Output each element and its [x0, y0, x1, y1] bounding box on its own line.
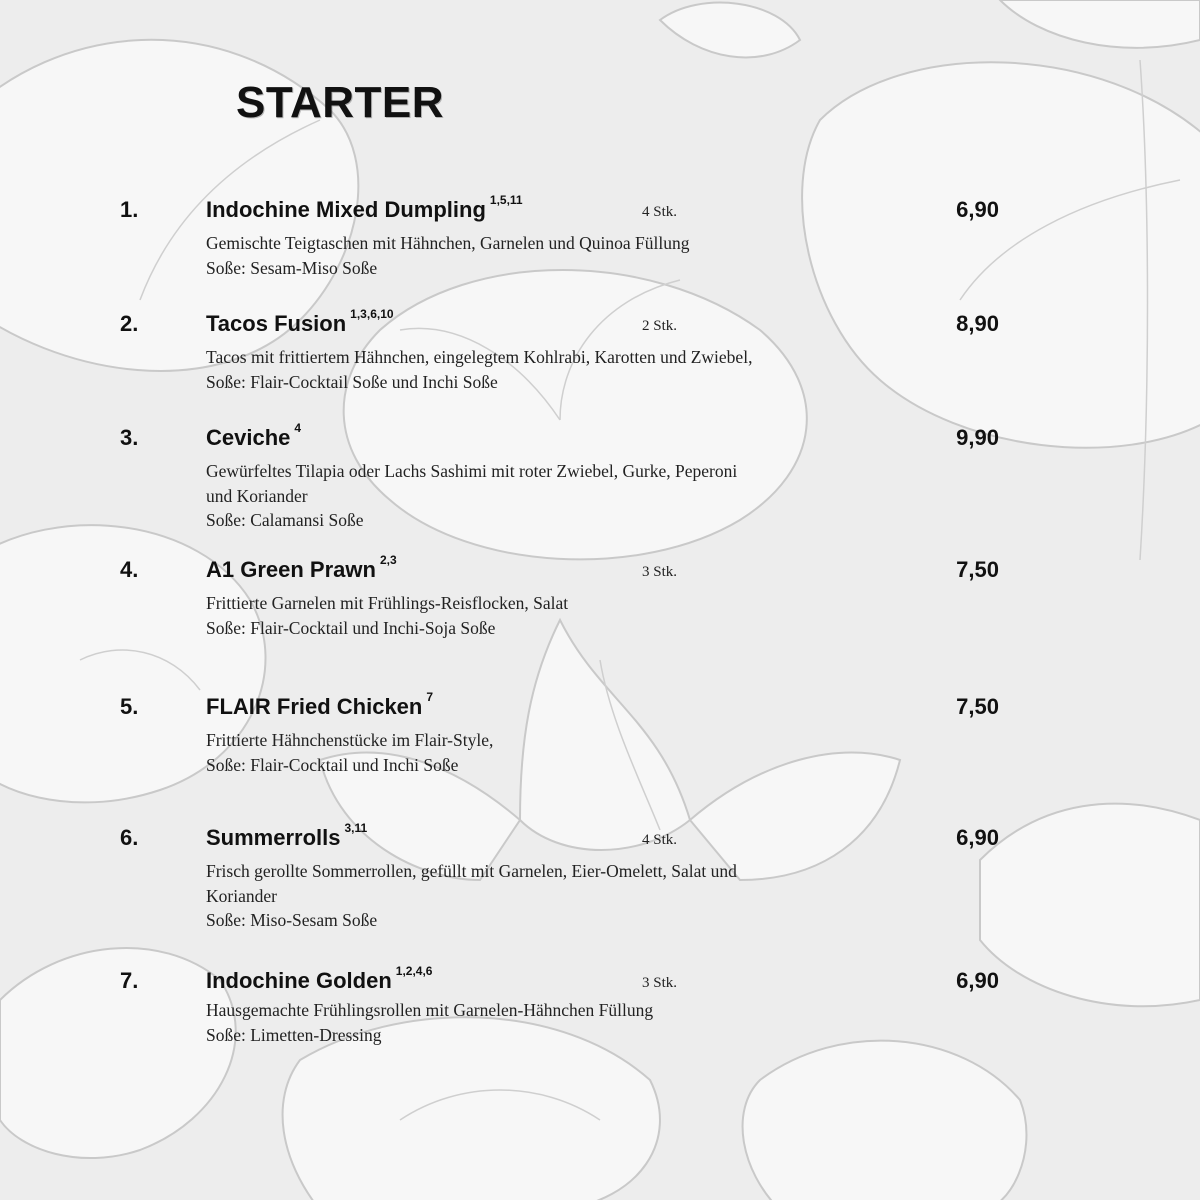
item-sauce: Soße: Calamansi Soße	[206, 510, 364, 530]
section-title: STARTER	[236, 78, 445, 127]
item-sauce: Soße: Sesam-Miso Soße	[206, 257, 378, 278]
item-quantity: 3 Stk.	[642, 564, 678, 580]
item-name: A1 Green Prawn $^{2,3}$	[206, 553, 397, 582]
item-sauce: Soße: Flair-Cocktail und Inchi-Soja Soße	[206, 617, 496, 638]
item-number: 6.	[120, 825, 139, 850]
item-description: Tacos mit frittiertem Hähnchen, eingelegtem Kohlrabi, Karotten und Zwiebel, Soße: Flair-Cocktail Soße und Inchi Soße	[206, 345, 846, 394]
allergen-codes: 4	[294, 421, 302, 435]
item-price: 7,50	[956, 694, 999, 719]
item-number: 2.	[120, 311, 139, 336]
item-sauce: Soße: Miso-Sesam Soße	[206, 910, 378, 930]
item-quantity: 3 Stk.	[642, 975, 678, 991]
item-description: Gemischte Teigtaschen mit Hähnchen, Garnelen und Quinoa Füllung Soße: Sesam-Miso Soße	[206, 231, 846, 280]
item-description: Frittierte Garnelen mit Frühlings-Reisflocken, Salat Soße: Flair-Cocktail und Inchi-Soja Soße	[206, 591, 846, 640]
item-price: 8,90	[956, 311, 999, 336]
item-description: Frisch gerollte Sommerrollen, gefüllt mit Garnelen, Eier-Omelett, Salat und Koriander Soße: Miso-Sesam Soße	[206, 859, 846, 933]
item-number: 4.	[120, 557, 139, 582]
item-number: 5.	[120, 694, 139, 719]
item-number: 3.	[120, 425, 139, 450]
allergen-codes: 1,5,11	[489, 193, 523, 207]
item-price: 9,90	[956, 425, 999, 450]
item-price: 6,90	[956, 197, 999, 222]
allergen-codes: 7	[426, 690, 434, 704]
item-description: Frittierte Hähnchenstücke im Flair-Style, Soße: Flair-Cocktail und Inchi Soße	[206, 728, 846, 777]
item-sauce: Soße: Flair-Cocktail und Inchi Soße	[206, 754, 459, 775]
item-number: 7.	[120, 968, 139, 993]
allergen-codes: 1,3,6,10	[350, 307, 394, 321]
item-name: Indochine Golden $^{1,2,4,6}$	[206, 964, 433, 993]
item-price: 6,90	[956, 968, 999, 993]
item-sauce: Soße: Limetten-Dressing	[206, 1024, 382, 1045]
item-name: Tacos Fusion $^{1,3,6,10}$	[206, 307, 394, 336]
item-sauce: Soße: Flair-Cocktail Soße und Inchi Soße	[206, 371, 498, 392]
item-description: Gewürfeltes Tilapia oder Lachs Sashimi mit roter Zwiebel, Gurke, Peperoni und Koriander Soße: Calamansi Soße	[206, 459, 846, 533]
item-name: FLAIR Fried Chicken $^7$	[206, 690, 434, 719]
allergen-codes: 2,3	[379, 553, 397, 567]
item-price: 7,50	[956, 557, 999, 582]
item-quantity: 4 Stk.	[642, 204, 678, 220]
item-number: 1.	[120, 197, 139, 222]
allergen-codes: 1,2,4,6	[395, 964, 433, 978]
item-name: Summerrolls $^{3,11}$	[206, 821, 368, 850]
allergen-codes: 3,11	[344, 821, 368, 835]
item-name: Ceviche $^4$	[206, 421, 302, 450]
item-quantity: 4 Stk.	[642, 832, 678, 848]
item-quantity: 2 Stk.	[642, 318, 678, 334]
item-price: 6,90	[956, 825, 999, 850]
item-description: Hausgemachte Frühlingsrollen mit Garnelen-Hähnchen Füllung Soße: Limetten-Dressing	[206, 998, 846, 1047]
item-name: Indochine Mixed Dumpling $^{1,5,11}$	[206, 193, 523, 222]
